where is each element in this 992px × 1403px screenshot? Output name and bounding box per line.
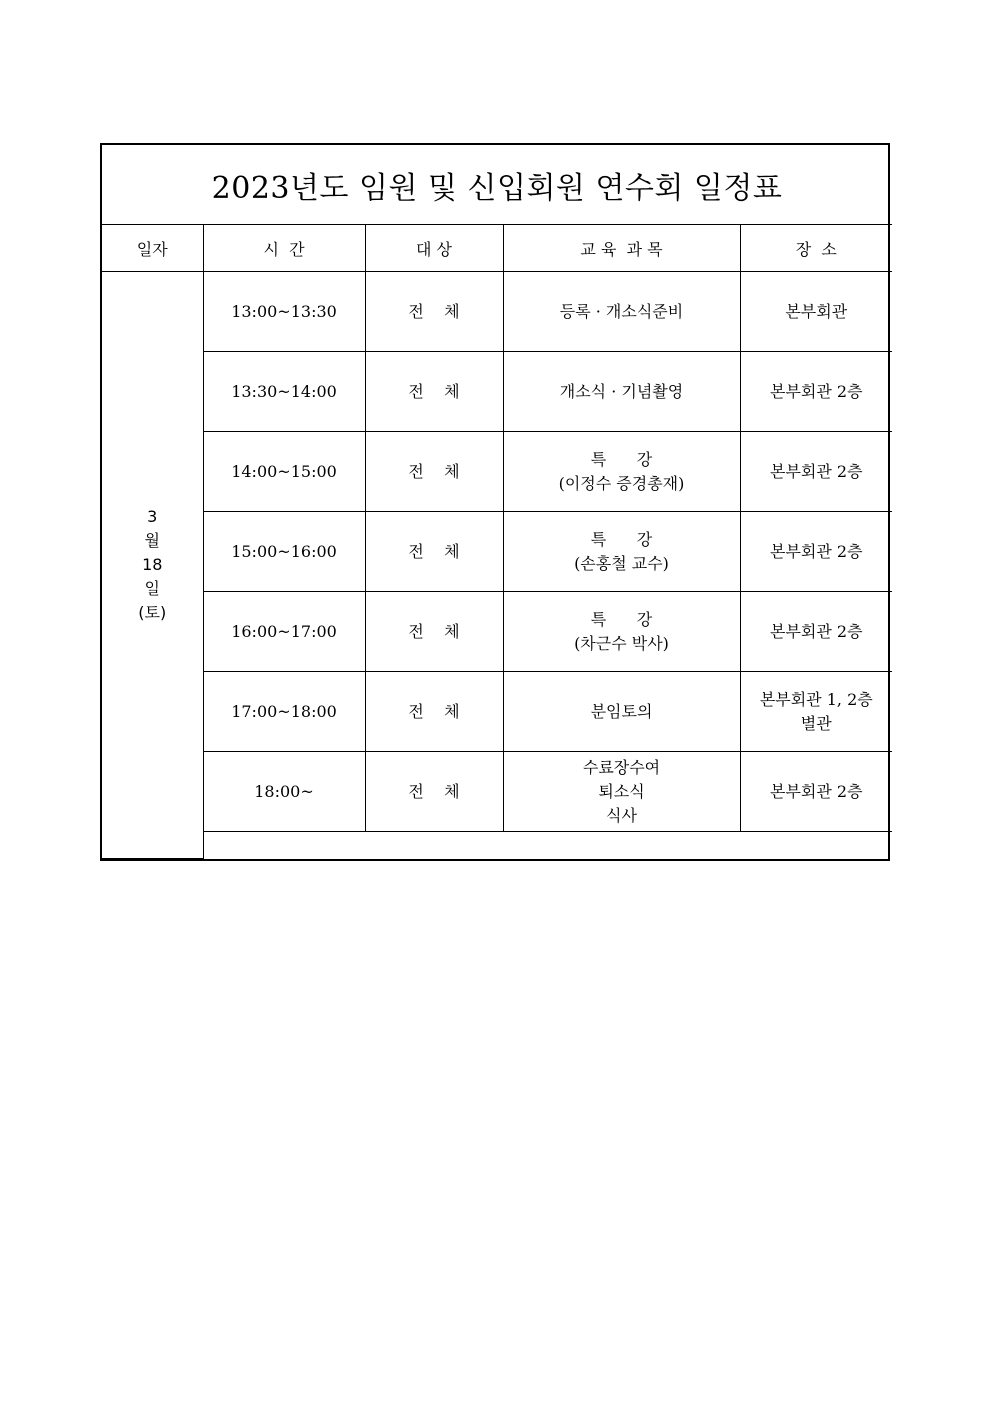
subject-line: (이정수 증경총재) bbox=[558, 473, 685, 493]
subject-line: 퇴소식 bbox=[598, 781, 645, 801]
target-cell: 전 체 bbox=[365, 352, 503, 432]
place-cell bbox=[740, 592, 892, 672]
place-line: 본부회관 2층 bbox=[769, 381, 863, 401]
subject-line: (손홍철 교수) bbox=[574, 553, 669, 573]
table-row bbox=[102, 272, 892, 352]
date-month: 3 bbox=[147, 506, 158, 526]
subject-line: 식사 bbox=[606, 805, 637, 825]
place-line: 본부회관 bbox=[785, 301, 848, 321]
header-date: 일자 bbox=[102, 225, 203, 272]
target-cell: 전 체 bbox=[365, 512, 503, 592]
place-line: 본부회관 2층 bbox=[769, 781, 863, 801]
filler-cell bbox=[203, 832, 892, 859]
subject-line: 수료장수여 bbox=[582, 757, 661, 777]
table-row bbox=[102, 432, 892, 512]
table-header-row bbox=[102, 225, 892, 272]
header-place: 장 소 bbox=[740, 225, 892, 272]
subject-cell bbox=[503, 592, 740, 672]
target-cell: 전 체 bbox=[365, 592, 503, 672]
time-cell: 13:30~14:00 bbox=[203, 352, 365, 432]
header-subject: 교 육 과 목 bbox=[503, 225, 740, 272]
table-row bbox=[102, 592, 892, 672]
table-row bbox=[102, 752, 892, 832]
subject-cell bbox=[503, 272, 740, 352]
schedule-table bbox=[102, 145, 892, 859]
subject-line: 등록 · 개소식준비 bbox=[559, 301, 684, 321]
place-cell bbox=[740, 432, 892, 512]
date-month-unit: 월 bbox=[144, 530, 160, 550]
subject-line: 개소식 · 기념촬영 bbox=[559, 381, 684, 401]
place-line: 본부회관 2층 bbox=[769, 461, 863, 481]
time-cell: 16:00~17:00 bbox=[203, 592, 365, 672]
place-cell bbox=[740, 272, 892, 352]
header-target: 대 상 bbox=[365, 225, 503, 272]
time-cell: 17:00~18:00 bbox=[203, 672, 365, 752]
target-cell: 전 체 bbox=[365, 752, 503, 832]
subject-line: 특 강 bbox=[590, 529, 653, 549]
place-line: 본부회관 2층 bbox=[769, 541, 863, 561]
place-cell bbox=[740, 752, 892, 832]
place-cell bbox=[740, 512, 892, 592]
time-cell: 13:00~13:30 bbox=[203, 272, 365, 352]
date-weekday: (토) bbox=[138, 602, 167, 622]
date-day: 18 bbox=[142, 554, 163, 574]
date-cell bbox=[102, 272, 203, 859]
table-row bbox=[102, 512, 892, 592]
place-line: 별관 bbox=[800, 713, 832, 733]
place-line: 본부회관 1, 2층 bbox=[759, 689, 873, 709]
target-cell: 전 체 bbox=[365, 272, 503, 352]
header-time: 시 간 bbox=[203, 225, 365, 272]
filler-row bbox=[102, 832, 892, 859]
table-row bbox=[102, 672, 892, 752]
subject-cell bbox=[503, 432, 740, 512]
subject-cell bbox=[503, 672, 740, 752]
place-cell bbox=[740, 352, 892, 432]
subject-line: 특 강 bbox=[590, 609, 653, 629]
subject-line: (차근수 박사) bbox=[574, 633, 669, 653]
target-cell: 전 체 bbox=[365, 432, 503, 512]
subject-cell bbox=[503, 752, 740, 832]
time-cell: 14:00~15:00 bbox=[203, 432, 365, 512]
place-cell bbox=[740, 672, 892, 752]
subject-line: 특 강 bbox=[590, 449, 653, 469]
date-day-unit: 일 bbox=[144, 578, 160, 598]
table-row bbox=[102, 352, 892, 432]
schedule-sheet bbox=[100, 143, 890, 861]
place-line: 본부회관 2층 bbox=[769, 621, 863, 641]
target-cell: 전 체 bbox=[365, 672, 503, 752]
time-cell: 18:00~ bbox=[203, 752, 365, 832]
page-title: 2023년도 임원 및 신입회원 연수회 일정표 bbox=[102, 145, 892, 225]
time-cell: 15:00~16:00 bbox=[203, 512, 365, 592]
subject-cell bbox=[503, 512, 740, 592]
subject-line: 분임토의 bbox=[590, 701, 653, 721]
subject-cell bbox=[503, 352, 740, 432]
